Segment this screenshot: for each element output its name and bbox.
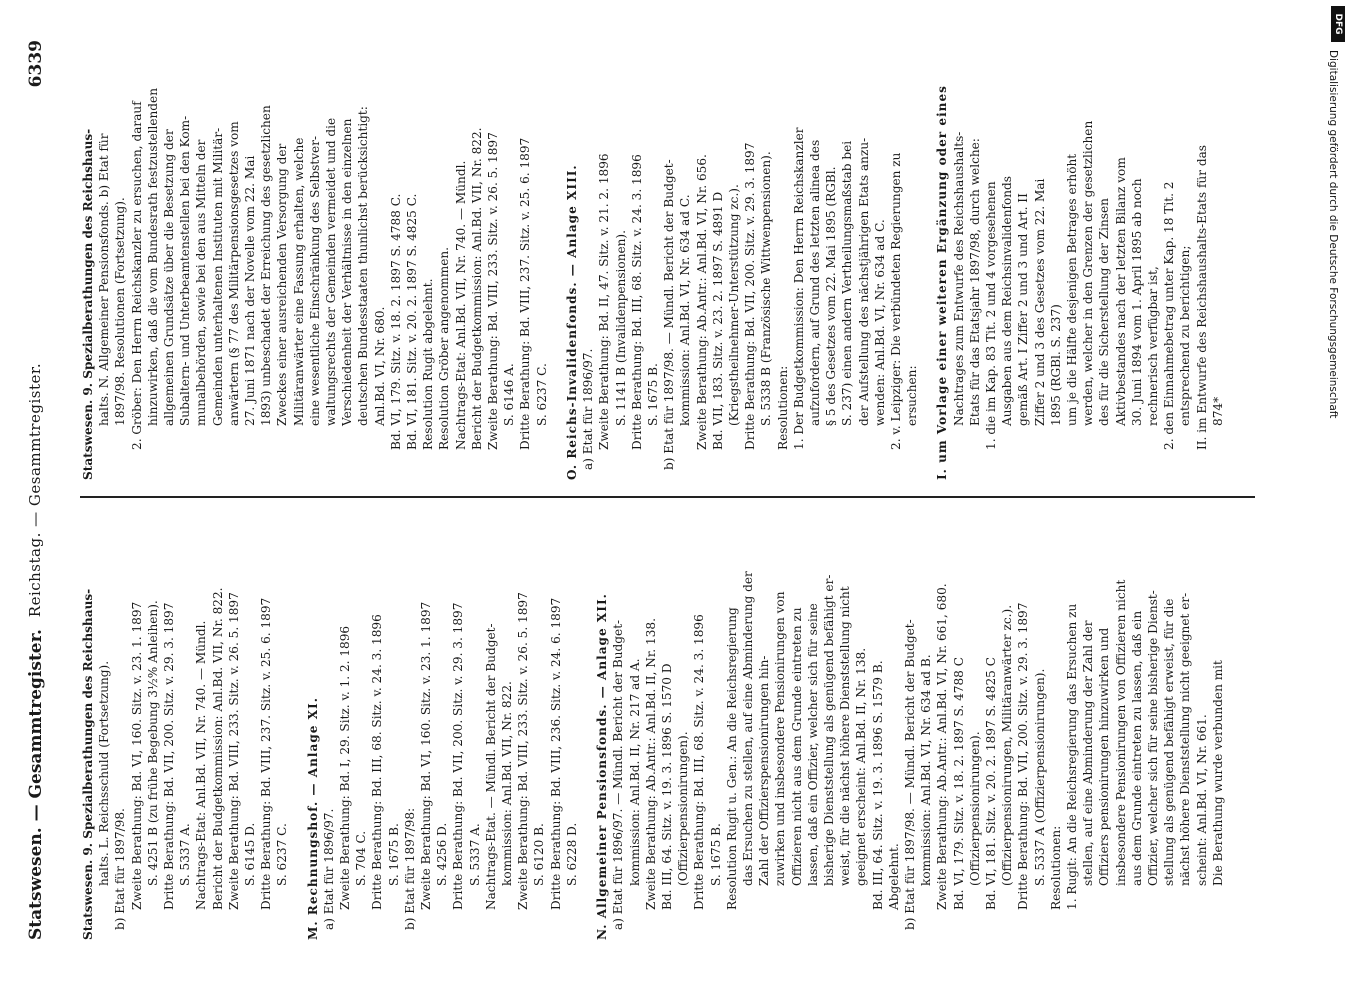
text-line: N. Allgemeiner Pensionsfonds. — Anlage XII. <box>595 593 610 940</box>
text-line: scheint: Anl.Bd. VI, Nr. 661. <box>1194 714 1209 886</box>
text-line: stellung als genügend befähigt erweist, für die <box>1162 598 1177 886</box>
text-line: Zweite Berathung: Bd. I, 29. Sitz. v. 1. 2. 1896 <box>338 625 353 910</box>
text-line: S. 4251 B (zu frühe Begebung 3½% Anleihen). <box>145 600 160 886</box>
text-line: allgemeinen Grundsätze über die Besetzung der <box>162 129 177 426</box>
text-line: S. 6237 C. <box>275 823 290 886</box>
text-line: Nachtrags-Etat. — Mündl. Bericht der Budget- <box>483 623 498 910</box>
text-line: b) Etat für 1897/98. <box>113 808 128 930</box>
text-line: werden, welcher in den Grenzen der gesetzlichen <box>1081 120 1096 426</box>
text-line: munalbehörden, sowie bei den aus Mitteln der <box>194 139 209 426</box>
text-line: S. 1675 B. <box>386 823 401 886</box>
text-line: Dritte Berathung: Bd. VII, 200. Sitz. v. 29. 3. 1897 <box>1016 602 1031 910</box>
text-line: Offizier, welcher sich für seine bisherige Dienst- <box>1146 590 1160 886</box>
text-line: rechnerisch verfügbar ist, <box>1146 266 1160 426</box>
text-line: Zweite Berathung: Bd. II, 47. Sitz. v. 21. 2. 1896 <box>597 153 612 450</box>
text-line: 2. Gröber: Den Herrn Reichskanzler zu ersuchen, darauf <box>129 101 144 450</box>
text-line: 1. die im Kap. 83 Tit. 2 und 4 vorgesehenen <box>983 181 998 450</box>
text-line: nächst höhere Dienststellung nicht geeignet er- <box>1178 592 1193 886</box>
text-line: Zweite Berathung: Ab.Antr.: Anl.Bd. VI, Nr. 656. <box>694 154 709 450</box>
text-line: eine wesentliche Einschränkung des Selbstver- <box>307 135 322 426</box>
text-line: 1. Rugit: An die Reichsregierung das Ersuchen zu <box>1064 603 1079 910</box>
text-line: Ausgaben aus dem Reichsinvalidenfonds <box>1000 176 1015 426</box>
text-line: weist, für die nächst höhere Dienststellung nicht <box>838 586 853 886</box>
left-column <box>80 510 1226 940</box>
text-line: Dritte Berathung: Bd. VII, 200. Sitz. v. 29. 3. 1897 <box>162 602 177 910</box>
text-line: S. 5337 A. <box>467 823 482 886</box>
text-line: Dritte Berathung: Bd. III, 68. Sitz. v. 24. 3. 1896 <box>370 614 385 910</box>
text-line: Die Berathung wurde verbunden mit <box>1210 660 1225 886</box>
text-line: a) Etat für 1896/97. <box>321 808 336 930</box>
text-line: wenden: Anl.Bd. VI, Nr. 634 ad C. <box>872 219 887 426</box>
text-line: halts. L. Reichsschuld (Fortsetzung). <box>97 660 112 886</box>
text-line: 27. Juni 1871 nach der Novelle vom 22. Mai <box>243 155 258 426</box>
text-line: lassen, daß ein Offizier, welcher sich für seine <box>805 603 820 886</box>
text-line: Militäranwärter eine Fassung erhalten, welche <box>291 137 306 426</box>
text-line: Resolutionen: <box>1048 825 1063 910</box>
text-line: (Offizierpensionirungen). <box>967 731 982 886</box>
text-line: entsprechend zu berichtigen; <box>1178 245 1193 426</box>
dfg-logo: DFG <box>1331 6 1345 42</box>
text-line: S. 1675 B. <box>708 823 723 886</box>
text-line: Bd. VI, 181. Sitz. v. 20. 2. 1897 S. 4825 C <box>983 657 998 910</box>
text-line: (Offizierpensionirungen, Militäranwärter zc.). <box>1000 604 1015 886</box>
page-number: 6339 <box>26 40 46 88</box>
text-line: Zweite Berathung: Bd. VI, 160. Sitz. v. 23. 1. 1897 <box>129 601 144 910</box>
text-line: Resolutionen: <box>775 365 790 450</box>
page-header <box>8 40 62 940</box>
text-line: anwärtern (§ 77 des Militärpensionsgesetzes vom <box>226 121 241 426</box>
text-line: Dritte Berathung: Bd. VII, 200. Sitz. v. 29. 3. 1897 <box>743 142 758 450</box>
text-line: kommission: Anl.Bd. II, Nr. 217 ad A. <box>627 658 642 886</box>
text-line: S. 1141 B (Invalidenpensionen). <box>613 230 628 426</box>
text-line: M. Rechnungshof. — Anlage XI. <box>305 697 320 940</box>
text-line: Zweite Berathung: Bd. VIII, 233. Sitz. v. 26. 5. 1897 <box>516 592 531 910</box>
text-line: 874* <box>1210 396 1225 426</box>
text-line: § 5 des Gesetzes vom 22. Mai 1895 (RGBl. <box>824 166 839 426</box>
right-column <box>80 50 1226 480</box>
text-line: ersuchen: <box>905 365 920 426</box>
text-line: Ziffer 2 und 3 des Gesetzes vom 22. Mai <box>1032 178 1047 426</box>
text-line: Bd. III, 64. Sitz. v. 19. 3. 1896 S. 1570 D <box>659 663 674 910</box>
text-line: b) Etat für 1897/98: <box>402 807 417 930</box>
text-line: S. 1675 B. <box>645 363 660 426</box>
text-line: Verschiedenheit der Verhältnisse in den einzelnen <box>340 118 355 426</box>
text-line: Zweite Berathung: Ab.Antr.: Anl.Bd. VI, Nr. 661, 680. <box>935 583 950 910</box>
text-line: S. 6145 D. <box>243 822 258 886</box>
text-line: Etats für das Etatsjahr 1897/98, durch welche: <box>967 138 982 426</box>
text-line: Offiziers pensionirungen hinzuwirken und <box>1097 627 1112 886</box>
text-line: Offizieren nicht aus dem Grunde eintreten zu <box>789 607 804 886</box>
text-line: Bd. III, 64. Sitz. v. 19. 3. 1896 S. 1579 B. <box>870 660 885 910</box>
text-line: (Offizierpensionirungen). <box>676 731 691 886</box>
text-line: S. 6228 D. <box>564 822 579 886</box>
text-line: Nachtrags-Etat: Anl.Bd. VII, Nr. 740. — Mündl. <box>194 620 209 910</box>
text-line: Statswesen. 9. Spezialberathungen des Reichshaus- <box>81 588 95 940</box>
text-line: der Aufstellung des nächstjährigen Etats anzu- <box>856 137 871 426</box>
text-line: a) Etat für 1896/97. <box>581 348 596 470</box>
text-line: 2. den Einnahmebetrag unter Kap. 18 Tit. 2 <box>1162 181 1177 450</box>
text-line: Abgelehnt. <box>886 843 901 910</box>
text-line: kommission: Anl.Bd. VI, Nr. 634 ad C. <box>678 194 693 426</box>
text-line: Bd. VI, 179. Sitz. v. 18. 2. 1897 S. 4788 C <box>951 657 966 910</box>
text-line: I. um Vorlage einer weiteren Ergänzung oder eines <box>935 85 950 480</box>
text-line: waltungsrechts der Gemeinden vermeidet und die <box>324 117 339 426</box>
text-line: kommission: Anl.Bd. VII, Nr. 822. <box>500 681 515 886</box>
text-line: S. 5337 A (Offizierpensionirungen). <box>1032 668 1047 886</box>
text-line: Resolution Gröber angenommen. <box>437 247 452 450</box>
text-line: das Ersuchen zu stellen, auf eine Abminderung der <box>740 571 755 886</box>
text-line: 1895 (RGBl. S. 237) <box>1048 304 1063 426</box>
text-line: um je die Hälfte desjenigen Betrages erhöht <box>1064 153 1079 426</box>
text-line: aus dem Grunde eintreten zu lassen, daß ein <box>1129 610 1144 886</box>
text-line: Aktivbestandes nach der letzten Bilanz vom <box>1113 157 1128 426</box>
text-line: Resolution Rugit abgelehnt. <box>421 278 436 450</box>
text-line: kommission: Anl.Bd. VI, Nr. 634 ad B. <box>919 654 934 886</box>
text-line: 1897/98. Resolutionen (Fortsetzung). <box>113 197 128 426</box>
text-line: Bd. VII, 183. Sitz. v. 23. 2. 1897 S. 4891 D <box>710 191 725 450</box>
text-line: S. 6237 C. <box>534 363 549 426</box>
text-line: 30. Juni 1894 vom 1. April 1895 ab noch <box>1129 178 1144 426</box>
text-line: insbesondere Pensionirungen von Offizieren nicht <box>1113 579 1128 886</box>
text-line: Nachtrages zum Entwurfe des Reichshaushalts- <box>951 131 966 426</box>
column-divider <box>80 496 1255 498</box>
text-line: bisherige Dienststellung als genügend befähigt er- <box>821 574 836 886</box>
text-line: geeignet erscheint: Anl.Bd. II, Nr. 138. <box>854 647 869 886</box>
text-line: hinzuwirken, daß die vom Bundesrath festzustellenden <box>145 88 160 426</box>
text-line: 2. v. Leipziger: Die verbündeten Regierungen zu <box>888 152 903 450</box>
text-line: Nachtrags-Etat: Anl.Bd. VII, Nr. 740. — Mündl. <box>453 160 468 450</box>
text-line: Bericht der Budgetkommission: Anl.Bd. VII, Nr. 822. <box>469 127 484 450</box>
text-line: O. Reichs-Invalidenfonds. — Anlage XIII. <box>564 164 579 480</box>
text-line: deutschen Bundesstaaten thunlichst berücksichtigt: <box>356 106 371 426</box>
text-line: S. 4256 D. <box>435 822 450 886</box>
text-line: b) Etat für 1897/98. — Mündl. Bericht der Budget- <box>902 619 917 930</box>
text-line: Zahl der Offizierspensionirungen hin- <box>757 655 772 886</box>
text-line: aufzufordern, auf Grund des letzten alinea des <box>807 139 822 426</box>
text-line: Subaltern- und Unterbeamtenstellen bei den Kom- <box>178 115 193 426</box>
text-line: des für die Sicherstellung der Zinsen <box>1097 198 1112 426</box>
margin-strip <box>1323 0 1353 1000</box>
text-line: Dritte Berathung: Bd. VII, 200. Sitz. v. 29. 3. 1897 <box>451 602 466 910</box>
text-line: stellen, auf eine Abminderung der Zahl der <box>1081 620 1096 886</box>
text-line: S. 5338 B (Französische Wittwenpensionen). <box>759 151 774 426</box>
text-line: Zweite Berathung: Bd. VIII, 233. Sitz. v. 26. 5. 1897 <box>226 592 241 910</box>
text-line: S. 237) einen andern Vertheilungsmaßstab bei <box>840 140 855 426</box>
text-line: Dritte Berathung: Bd. VIII, 236. Sitz. v. 24. 6. 1897 <box>548 597 563 910</box>
text-line: Zweite Berathung: Bd. VIII, 233. Sitz. v. 26. 5. 1897 <box>486 132 501 450</box>
text-line: a) Etat für 1896/97. — Mündl. Bericht der Budget- <box>611 619 626 930</box>
text-line: Dritte Berathung: Bd. VIII, 237. Sitz. v. 25. 6. 1897 <box>518 137 533 450</box>
text-line: 1893) unbeschadet der Erreichung des gesetzlichen <box>259 105 274 426</box>
text-line: 1. Der Budgetkommission: Den Herrn Reichskanzler <box>791 127 806 450</box>
text-line: Dritte Berathung: Bd. VIII, 237. Sitz. v. 25. 6. 1897 <box>259 597 274 910</box>
text-line: Dritte Berathung: Bd. III, 68. Sitz. v. 24. 3. 1896 <box>629 154 644 450</box>
funding-note: Digitalisierung gefördert durch die Deutsche Forschungsgemeinschaft <box>1327 50 1339 419</box>
text-line: S. 6146 A. <box>502 363 517 426</box>
text-line: S. 5337 A. <box>178 823 193 886</box>
text-line: b) Etat für 1897/98. — Mündl. Bericht der Budget- <box>662 159 677 470</box>
header-running-title: Reichstag. — Gesammtregister. <box>26 362 44 618</box>
text-line: Bericht der Budgetkommission: Anl.Bd. VII, Nr. 822. <box>210 587 225 910</box>
text-line: Gemeinden unterhaltenen Instituten mit Militär- <box>210 127 225 426</box>
text-line: Anl.Bd. VI, Nr. 680. <box>372 306 387 426</box>
text-line: (Kriegstheilnehmer-Unterstützung zc.). <box>726 184 741 426</box>
text-line: gemäß Art. I Ziffer 2 und 3 und Art. II <box>1016 193 1031 426</box>
text-line: Zweite Berathung: Bd. VI, 160. Sitz. v. 23. 1. 1897 <box>419 601 434 910</box>
text-line: Bd. VI, 181. Sitz. v. 20. 2. 1897 S. 4825 C. <box>405 193 420 450</box>
header-left-title: Statswesen. — Gesammtregister. <box>26 629 46 940</box>
text-line: halts. N. Allgemeiner Pensionsfonds. b) Etat für <box>97 133 112 426</box>
text-line: S. 704 C. <box>354 830 369 886</box>
text-line: zuwirken und insbesondere Pensionirungen von <box>773 591 788 886</box>
text-line: Zweite Berathung: Ab.Antr.: Anl.Bd. II, Nr. 138. <box>643 618 658 910</box>
text-line: Bd. VI, 179. Sitz. v. 18. 2. 1897 S. 4788 C. <box>388 193 403 450</box>
text-line: Dritte Berathung: Bd. III, 68. Sitz. v. 24. 3. 1896 <box>692 614 707 910</box>
text-line: Statswesen. 9. Spezialberathungen des Reichshaus- <box>81 128 95 480</box>
text-line: Zweckes einer ausreichenden Versorgung der <box>275 143 290 426</box>
text-line: II. im Entwurfe des Reichshaushalts-Etats für das <box>1194 144 1209 450</box>
text-line: S. 6120 B. <box>532 823 547 886</box>
text-line: Resolution Rugit u. Gen.: An die Reichsregierung <box>724 607 739 910</box>
